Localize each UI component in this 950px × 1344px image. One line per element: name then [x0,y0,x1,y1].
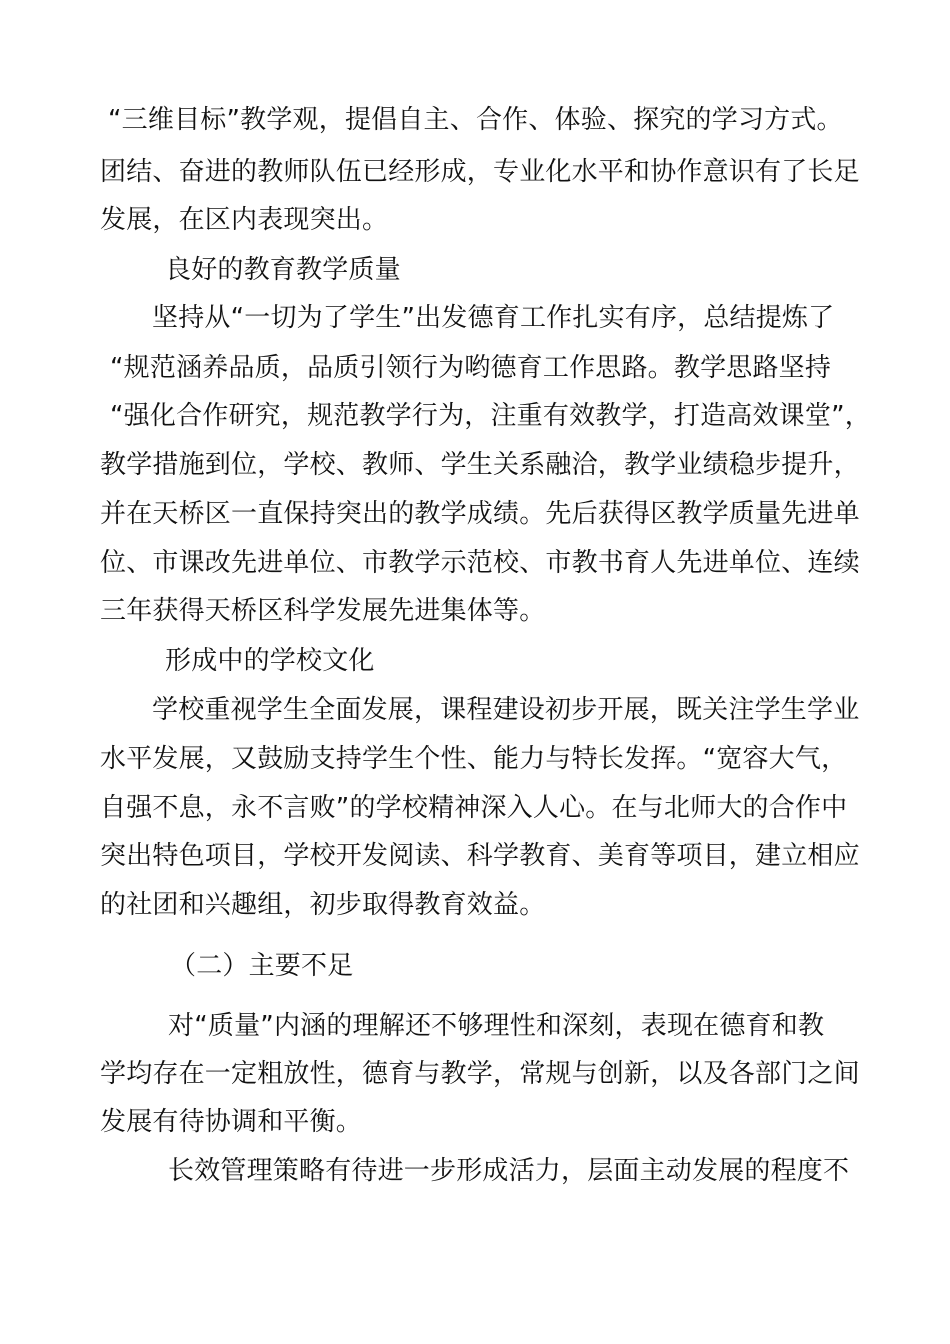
section-heading: 形成中的学校文化 [165,646,375,676]
text-line: 发展，在区内表现突出。 [100,205,389,235]
text-line: 学校重视学生全面发展，课程建设初步开展，既关注学生学业 [152,695,860,725]
section-heading: 良好的教育教学质量 [165,255,401,285]
text-line: 坚持从“一切为了学生”出发德育工作扎实有序，总结提炼了 [152,303,835,333]
text-line: 发展有待协调和平衡。 [100,1107,363,1137]
text-line: 的社团和兴趣组，初步取得教育效益。 [100,890,546,920]
text-line: 学均存在一定粗放性，德育与教学，常规与创新，以及各部门之间 [100,1059,860,1089]
text-line: 自强不息，永不言败”的学校精神深入人心。在与北师大的合作中 [100,793,848,823]
text-line: 水平发展，又鼓励支持学生个性、能力与特长发挥。“宽容大气， [100,744,848,774]
text-line: 三年获得天桥区科学发展先进集体等。 [100,596,546,626]
text-line: “强化合作研究，规范教学行为，注重有效教学，打造高效课堂”， [110,401,871,431]
text-line: “规范涵养品质，品质引领行为哟德育工作思路。教学思路坚持 [110,353,832,383]
text-line: 位、市课改先进单位、市教学示范校、市教书育人先进单位、连续 [100,548,860,578]
text-line: 团结、奋进的教师队伍已经形成，专业化水平和协作意识有了长足 [100,157,860,187]
section-heading: （二）主要不足 [170,951,354,981]
text-line: 教学措施到位，学校、教师、学生关系融洽，教学业绩稳步提升， [100,450,860,480]
text-line: 对“质量”内涵的理解还不够理性和深刻，表现在德育和教 [168,1011,825,1041]
text-line: 长效管理策略有待进一步形成活力，层面主动发展的程度不 [168,1156,850,1186]
text-line: “三维目标”教学观，提倡自主、合作、体验、探究的学习方式。 [108,105,843,135]
text-line: 并在天桥区一直保持突出的教学成绩。先后获得区教学质量先进单 [100,499,860,529]
text-line: 突出特色项目，学校开发阅读、科学教育、美育等项目，建立相应 [100,841,860,871]
